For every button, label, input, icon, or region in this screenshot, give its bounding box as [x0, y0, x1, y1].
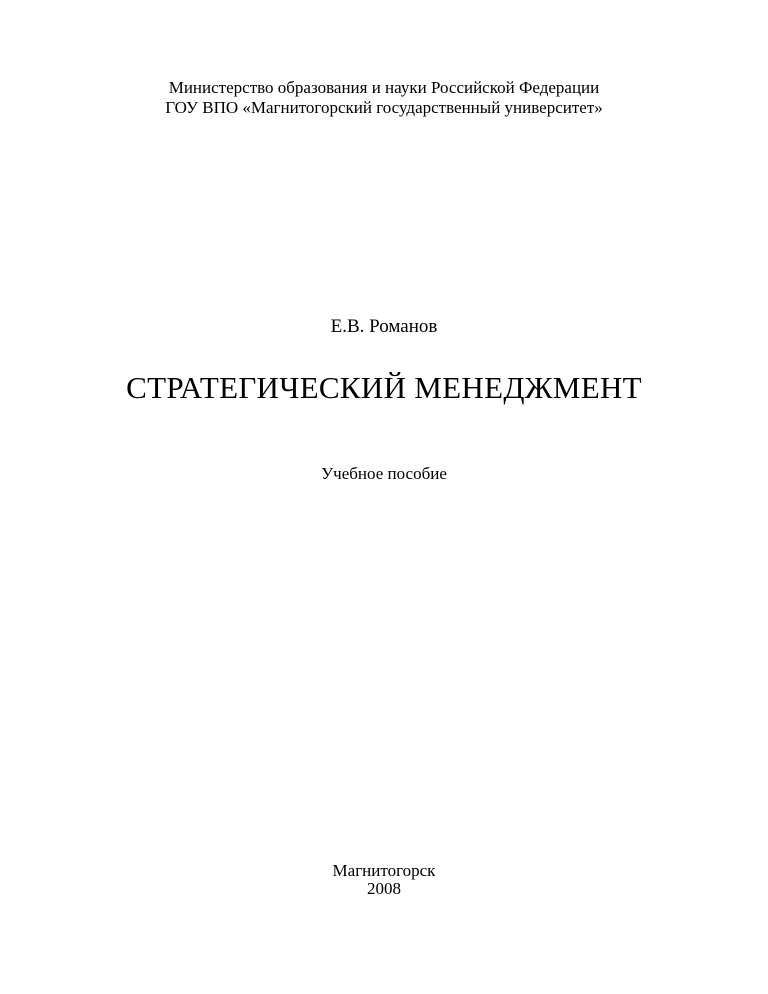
book-title: СТРАТЕГИЧЕСКИЙ МЕНЕДЖМЕНТ: [126, 370, 642, 405]
author-name: Е.В. Романов: [330, 316, 438, 337]
book-subtitle: Учебное пособие: [321, 464, 447, 483]
publication-year: 2008: [367, 879, 401, 898]
publication-city: Магнитогорск: [332, 861, 436, 880]
university-name: ГОУ ВПО «Магнитогорский государственный университет»: [165, 98, 603, 117]
ministry-name: Министерство образования и науки Российской Федерации: [168, 78, 600, 97]
